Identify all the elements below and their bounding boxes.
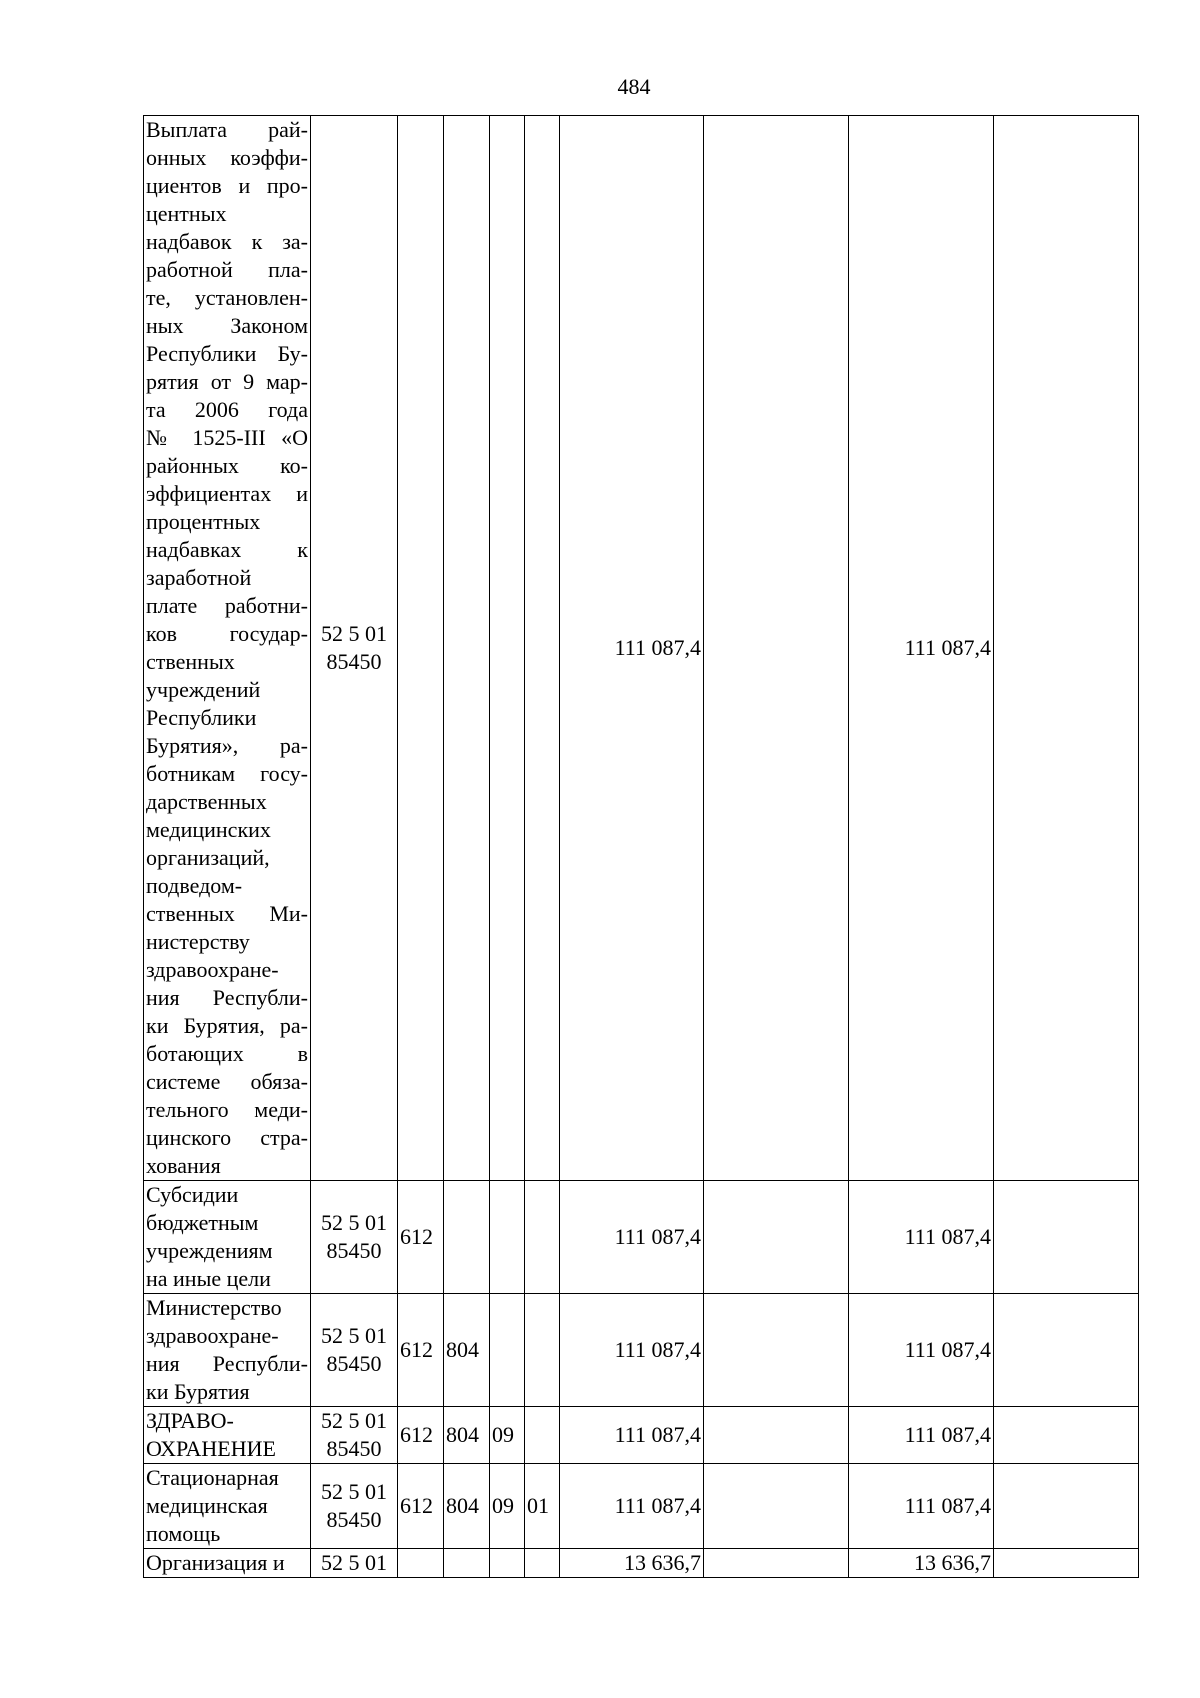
- row-name-line: тельного меди-: [146, 1097, 308, 1122]
- ministry-code-cell: [444, 116, 490, 1181]
- row-name-line: эффициентах и: [146, 481, 308, 506]
- page-number: 484: [617, 74, 651, 99]
- amount-cell: [994, 1464, 1139, 1549]
- row-name-line: Министерство: [146, 1295, 282, 1320]
- row-name-line: циентов и про-: [146, 173, 308, 198]
- row-name-line: ки Бурятия: [146, 1379, 250, 1404]
- amount-cell: [994, 1181, 1139, 1294]
- amount-cell: [704, 116, 849, 1181]
- section-cell: [490, 1549, 525, 1578]
- row-name-line: ЗДРАВО-: [146, 1408, 234, 1433]
- row-name-line: центных: [146, 201, 227, 226]
- table-row: [144, 1294, 1139, 1407]
- amount-cell: 111 087,4: [849, 1407, 994, 1464]
- row-name-line: учреждений: [146, 677, 261, 702]
- row-name-line: помощь: [146, 1521, 221, 1546]
- row-name-line: Республики Бу-: [146, 341, 308, 366]
- row-name-line: подведом-: [146, 873, 243, 898]
- row-name-line: ОХРАНЕНИЕ: [146, 1436, 276, 1461]
- row-name-line: Бурятия», ра-: [146, 733, 308, 758]
- row-name-line: ственных: [146, 649, 235, 674]
- row-name-line: ния Республи-: [146, 985, 308, 1010]
- amount-cell: [704, 1181, 849, 1294]
- row-name-line: здравоохране-: [146, 957, 279, 982]
- row-name-cell: [144, 1549, 311, 1578]
- row-name-line: Субсидии: [146, 1182, 239, 1207]
- row-name-cell: [144, 116, 311, 1181]
- expense-type-cell: 612: [398, 1464, 444, 1549]
- row-name-line: нистерству: [146, 929, 250, 954]
- expense-type-cell: [398, 116, 444, 1181]
- table-row: [144, 116, 1139, 1181]
- target-article-code: 52 5 01: [321, 621, 387, 646]
- row-name-line: бюджетным: [146, 1210, 259, 1235]
- target-article-cell: [311, 1294, 398, 1407]
- row-name-cell: [144, 1181, 311, 1294]
- row-name-line: рятия от 9 мар-: [146, 369, 308, 394]
- table-row: [144, 1549, 1139, 1578]
- section-cell: 09: [490, 1407, 525, 1464]
- row-name-cell: [144, 1407, 311, 1464]
- row-name-line: процентных: [146, 509, 261, 534]
- subsection-cell: [525, 1407, 560, 1464]
- target-article-code: 52 5 01: [321, 1323, 387, 1348]
- section-cell: [490, 1294, 525, 1407]
- target-article-cell: [311, 1407, 398, 1464]
- section-cell: [490, 1181, 525, 1294]
- row-name-line: онных коэффи-: [146, 145, 308, 170]
- row-name-line: те, установлен-: [146, 285, 308, 310]
- row-name-line: № 1525-III «О: [146, 425, 308, 450]
- target-article-code: 52 5 01: [321, 1210, 387, 1235]
- target-article-subcode: 85450: [326, 1238, 382, 1263]
- ministry-code-cell: 804: [444, 1407, 490, 1464]
- amount-cell: [994, 1407, 1139, 1464]
- amount-cell: 13 636,7: [849, 1549, 994, 1578]
- expense-type-cell: 612: [398, 1407, 444, 1464]
- amount-cell: 111 087,4: [849, 1181, 994, 1294]
- row-name-line: ки Бурятия, ра-: [146, 1013, 308, 1038]
- amount-cell: [704, 1407, 849, 1464]
- target-article-subcode: 85450: [326, 1351, 382, 1376]
- ministry-code-cell: [444, 1181, 490, 1294]
- target-article-cell: [311, 1181, 398, 1294]
- row-name-cell: [144, 1464, 311, 1549]
- row-name-line: Стационарная: [146, 1465, 279, 1490]
- row-name-line: учреждениям: [146, 1238, 273, 1263]
- row-name-line: хования: [146, 1153, 221, 1178]
- row-name-line: надбавок к за-: [146, 229, 308, 254]
- subsection-cell: [525, 1181, 560, 1294]
- amount-cell: 13 636,7: [560, 1549, 704, 1578]
- target-article-cell: [311, 116, 398, 1181]
- amount-cell: 111 087,4: [560, 1407, 704, 1464]
- row-name-line: Организация и: [146, 1550, 285, 1575]
- amount-cell: [994, 1294, 1139, 1407]
- amount-cell: [994, 1549, 1139, 1578]
- ministry-code-cell: 804: [444, 1294, 490, 1407]
- row-name-line: цинского стра-: [146, 1125, 308, 1150]
- ministry-code-cell: [444, 1549, 490, 1578]
- subsection-cell: 01: [525, 1464, 560, 1549]
- target-article-subcode: 85450: [326, 1436, 382, 1461]
- target-article-subcode: 85450: [326, 649, 382, 674]
- row-name-line: заработной: [146, 565, 252, 590]
- row-name-line: организаций,: [146, 845, 270, 870]
- row-name-line: ков государ-: [146, 621, 308, 646]
- row-name-line: системе обяза-: [146, 1069, 308, 1094]
- ministry-code-cell: 804: [444, 1464, 490, 1549]
- amount-cell: 111 087,4: [849, 1294, 994, 1407]
- row-name-line: ботающих в: [146, 1041, 308, 1066]
- amount-cell: 111 087,4: [849, 1464, 994, 1549]
- target-article-code: 52 5 01: [321, 1479, 387, 1504]
- row-name-line: на иные цели: [146, 1266, 271, 1291]
- row-name-line: медицинская: [146, 1493, 268, 1518]
- target-article-code: 52 5 01: [321, 1550, 387, 1575]
- expense-type-cell: 612: [398, 1181, 444, 1294]
- amount-cell: [994, 116, 1139, 1181]
- row-name-line: здравоохране-: [146, 1323, 279, 1348]
- subsection-cell: [525, 116, 560, 1181]
- table-body: [144, 116, 1139, 1578]
- target-article-cell: [311, 1549, 398, 1578]
- amount-cell: 111 087,4: [849, 116, 994, 1181]
- row-name-cell: [144, 1294, 311, 1407]
- amount-cell: 111 087,4: [560, 1294, 704, 1407]
- table-row: [144, 1407, 1139, 1464]
- section-cell: [490, 116, 525, 1181]
- target-article-cell: [311, 1464, 398, 1549]
- amount-cell: [704, 1464, 849, 1549]
- table-row: [144, 1464, 1139, 1549]
- row-name-line: Выплата рай-: [146, 117, 308, 142]
- row-name-line: районных ко-: [146, 453, 308, 478]
- row-name-line: ния Республи-: [146, 1351, 308, 1376]
- row-name-line: медицинских: [146, 817, 271, 842]
- row-name-line: ботникам госу-: [146, 761, 308, 786]
- row-name-line: дарственных: [146, 789, 267, 814]
- row-name-line: работной пла-: [146, 257, 308, 282]
- amount-cell: 111 087,4: [560, 116, 704, 1181]
- row-name-line: та 2006 года: [146, 397, 308, 422]
- amount-cell: [704, 1294, 849, 1407]
- expense-type-cell: 612: [398, 1294, 444, 1407]
- amount-cell: 111 087,4: [560, 1181, 704, 1294]
- row-name-line: ных Законом: [146, 313, 308, 338]
- table-row: [144, 1181, 1139, 1294]
- row-name-line: надбавках к: [146, 537, 308, 562]
- subsection-cell: [525, 1294, 560, 1407]
- subsection-cell: [525, 1549, 560, 1578]
- target-article-code: 52 5 01: [321, 1408, 387, 1433]
- amount-cell: [704, 1549, 849, 1578]
- section-cell: 09: [490, 1464, 525, 1549]
- row-name-line: Республики: [146, 705, 257, 730]
- row-name-line: ственных Ми-: [146, 901, 308, 926]
- target-article-subcode: 85450: [326, 1507, 382, 1532]
- amount-cell: 111 087,4: [560, 1464, 704, 1549]
- row-name-line: плате работни-: [146, 593, 308, 618]
- budget-table: [143, 115, 1139, 1578]
- expense-type-cell: [398, 1549, 444, 1578]
